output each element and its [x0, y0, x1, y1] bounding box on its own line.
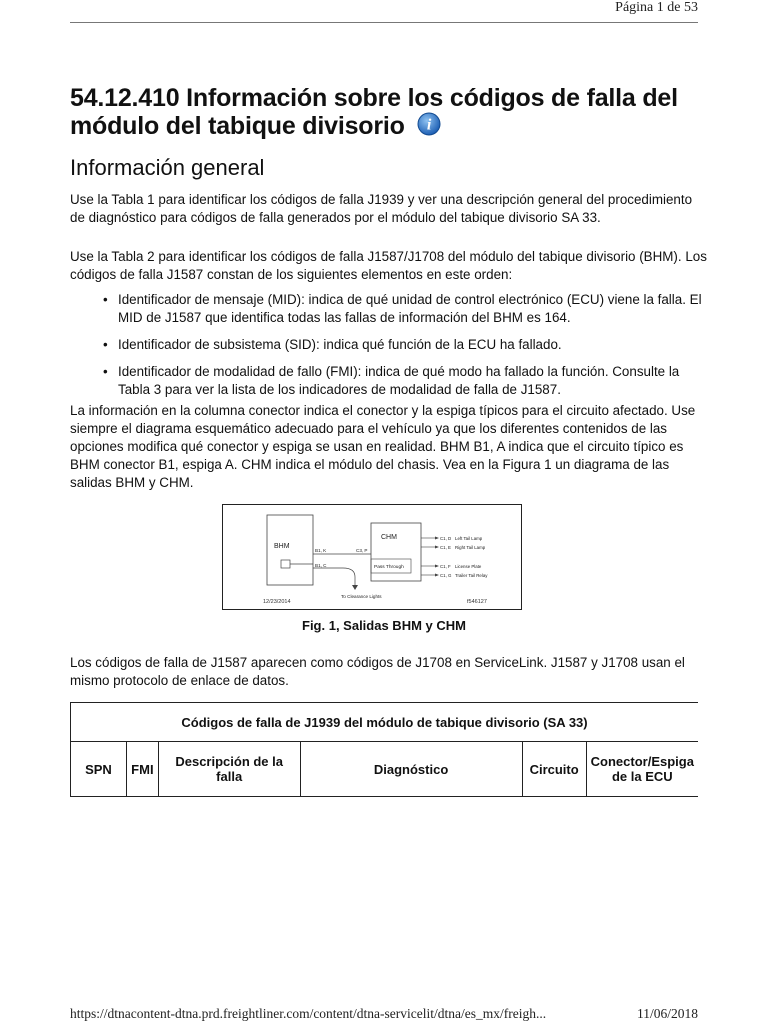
- bullet-dot-icon: •: [103, 292, 108, 307]
- pin-c1f-label: C1, F: [440, 564, 451, 569]
- pin-c3p-label: C3, P: [356, 548, 368, 553]
- page-title: [70, 84, 710, 142]
- column-header-diagnosis: Diagnóstico: [300, 742, 522, 797]
- right-tail-lamp-label: Right Tail Lamp: [455, 545, 486, 550]
- left-tail-lamp-label: Left Tail Lamp: [455, 536, 483, 541]
- footer-url[interactable]: https://dtnacontent-dtna.prd.freightliner.com/content/dtna-servicelit/dtna/es_mx/freigh...: [70, 1006, 547, 1021]
- bullet-item-fmi: [70, 363, 710, 399]
- intro-paragraph-2: Use la Tabla 2 para identificar los códigos de falla J1587/J1708 del módulo del tabique divisorio (BHM). Los códigos de falla J1587 constan de los siguientes elementos en este orden:: [70, 249, 707, 282]
- page-title-text: 54.12.410 Información sobre los códigos de falla del módulo del tabique divisorio: [70, 84, 678, 140]
- figure-ref-label: f546127: [467, 599, 487, 605]
- figure-date-label: 12/23/2014: [263, 599, 291, 605]
- column-header-spn: SPN: [71, 742, 127, 797]
- header-rule: [70, 22, 698, 23]
- bullet-text: Identificador de subsistema (SID): indica qué función de la ECU ha fallado.: [118, 337, 562, 352]
- column-header-circuit: Circuito: [522, 742, 586, 797]
- section-heading: Información general: [70, 155, 265, 180]
- pin-c1d-label: C1, D: [440, 536, 452, 541]
- info-icon[interactable]: [417, 112, 441, 142]
- wiring-diagram: [223, 505, 521, 609]
- bullet-dot-icon: •: [103, 364, 108, 379]
- chm-label: CHM: [381, 534, 397, 541]
- figure-caption: Fig. 1, Salidas BHM y CHM: [302, 618, 466, 633]
- license-plate-label: License Plate: [455, 564, 482, 569]
- chm-module-box: [371, 523, 421, 581]
- bullet-item-sid: [70, 336, 710, 354]
- bullet-list: [70, 291, 710, 408]
- column-header-fmi: FMI: [126, 742, 158, 797]
- pass-through-label: Pass Through: [374, 565, 404, 570]
- intro-paragraph-1: Use la Tabla 1 para identificar los códigos de falla J1939 y ver una descripción general del procedimiento de diagnóstico para códigos de falla generados por el módulo del tabique divisorio SA 33.: [70, 192, 693, 225]
- column-header-connector: Conector/Espiga de la ECU: [586, 742, 698, 797]
- bhm-module-box: [267, 515, 313, 585]
- bhm-label: BHM: [274, 543, 290, 550]
- bullet-text: Identificador de modalidad de fallo (FMI): indica de qué modo ha fallado la función. Consulte la Tabla 3 para ver la lista de los indicadores de modalidad de falla de J1587.: [118, 364, 680, 397]
- table-caption: Códigos de falla de J1939 del módulo de tabique divisorio (SA 33): [71, 703, 699, 742]
- clearance-wire: [313, 568, 355, 587]
- pin-b1k-label: B1, K: [315, 548, 327, 553]
- bullet-dot-icon: •: [103, 337, 108, 352]
- column-header-description: Descripción de la falla: [158, 742, 300, 797]
- bhm-internal-component: [281, 560, 290, 568]
- bullet-text: Identificador de mensaje (MID): indica de qué unidad de control electrónico (ECU) viene la falla. El MID de J1587 que identifica todas las fallas de información del BHM es 164.: [118, 292, 702, 325]
- connector-paragraph: La información en la columna conector indica el conector y la espiga típicos para el circuito afectado. Use siempre el diagrama esquemático adecuado para el vehículo ya que los diferentes contenidos de las opciones modifica qué conector y espiga se usan en realidad. BHM B1, A indica que el circuito típico es BHM conector B1, espiga A. CHM indica el módulo del chasis. Vea en la Figura 1 un diagrama de las salidas BHM y CHM.: [70, 403, 696, 490]
- pin-b1c-label: B1, C: [315, 563, 327, 568]
- info-icon-glyph: i: [426, 116, 431, 134]
- pin-c1g-label: C1, G: [440, 573, 452, 578]
- pin-c1e-label: C1, E: [440, 545, 451, 550]
- footer-date: 11/06/2018: [636, 1006, 698, 1021]
- figure-bhm-chm: [222, 504, 522, 610]
- page-number: Página 1 de 53: [615, 0, 698, 15]
- clearance-lights-label: To Clearance Lights: [341, 594, 382, 599]
- j1708-paragraph: Los códigos de falla de J1587 aparecen como códigos de J1708 en ServiceLink. J1587 y J1708 usan el mismo protocolo de enlace de datos.: [70, 655, 685, 688]
- fault-codes-table: [70, 702, 698, 797]
- trailer-tail-relay-label: Trailer Tail Relay: [455, 573, 488, 578]
- bullet-item-mid: [70, 291, 710, 327]
